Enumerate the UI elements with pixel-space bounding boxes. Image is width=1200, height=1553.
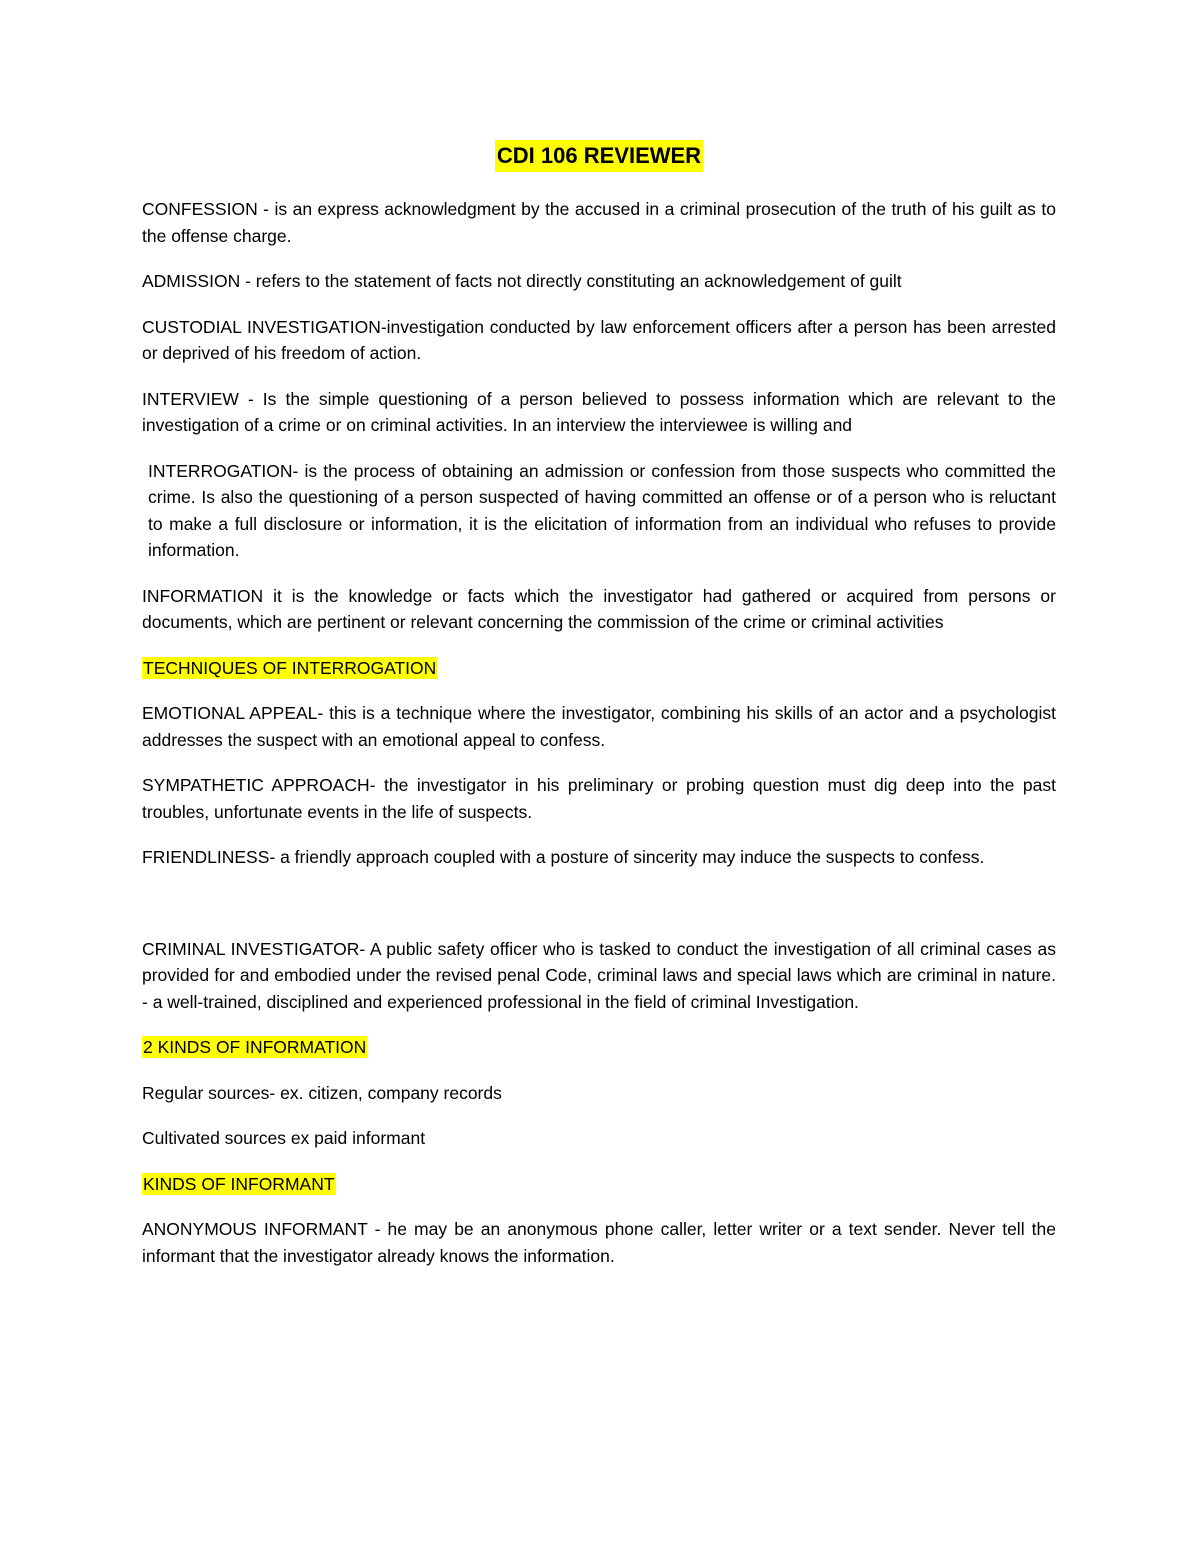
paragraph-custodial-investigation: CUSTODIAL INVESTIGATION-investigation conducted by law enforcement officers after a person has been arrested or deprived of his freedom of action. xyxy=(142,316,1056,363)
paragraph-emotional-appeal: EMOTIONAL APPEAL- this is a technique where the investigator, combining his skills of an actor and a psychologist addresses the suspect with an emotional appeal to confess. xyxy=(142,703,1056,750)
heading-kinds-of-informant: KINDS OF INFORMANT xyxy=(143,1173,335,1194)
paragraph-interview: INTERVIEW - Is the simple questioning of a person believed to possess information which are relevant to the investigation of a crime or on criminal activities. In an interview the interviewee is willing and xyxy=(142,388,1056,435)
document-title: CDI 106 REVIEWER xyxy=(495,140,703,172)
paragraph-admission: ADMISSION - refers to the statement of facts not directly constituting an acknowledgement of guilt xyxy=(142,271,902,291)
paragraph-cultivated-sources: Cultivated sources ex paid informant xyxy=(142,1128,426,1148)
paragraph-anonymous-informant: ANONYMOUS INFORMANT - he may be an anonymous phone caller, letter writer or a text sender. Never tell the informant that the investigator already knows the information. xyxy=(142,1219,1056,1266)
paragraph-interrogation: INTERROGATION- is the process of obtaining an admission or confession from those suspects who committed the crime. Is also the questioning of a person suspected of having committed an offense or of a person who is reluctant to make a full disclosure or information, it is the elicitation of information from an individual who refuses to provide information. xyxy=(148,460,1056,560)
heading-row-kinds-of-information xyxy=(142,1034,1056,1061)
paragraph-information: INFORMATION it is the knowledge or facts which the investigator had gathered or acquired from persons or documents, which are pertinent or relevant concerning the commission of the crime or criminal activities xyxy=(142,585,1056,632)
paragraph-friendliness: FRIENDLINESS- a friendly approach coupled with a posture of sincerity may induce the suspects to confess. xyxy=(142,847,985,867)
heading-2-kinds-of-information: 2 KINDS OF INFORMATION xyxy=(143,1037,367,1057)
paragraph-confession: CONFESSION - is an express acknowledgment by the accused in a criminal prosecution of the truth of his guilt as to the offense charge. xyxy=(142,199,1056,246)
paragraph-sympathetic-approach: SYMPATHETIC APPROACH- the investigator in his preliminary or probing question must dig deep into the past troubles, unfortunate events in the life of suspects. xyxy=(142,775,1056,822)
heading-row-kinds-of-informant xyxy=(142,1171,1056,1198)
document-body xyxy=(142,140,1056,1288)
paragraph-regular-sources: Regular sources- ex. citizen, company records xyxy=(142,1082,502,1103)
heading-techniques-of-interrogation: TECHNIQUES OF INTERROGATION xyxy=(143,657,437,678)
paragraph-criminal-investigator: CRIMINAL INVESTIGATOR- A public safety officer who is tasked to conduct the investigation of all criminal cases as provided for and embodied under the revised penal Code, criminal laws and special laws which are criminal in nature. - a well-trained, disciplined and experienced professional in the field of criminal Investigation. xyxy=(142,938,1056,1012)
blank-space xyxy=(142,890,1056,936)
title-row xyxy=(142,140,1056,172)
heading-row-techniques xyxy=(142,655,1056,682)
